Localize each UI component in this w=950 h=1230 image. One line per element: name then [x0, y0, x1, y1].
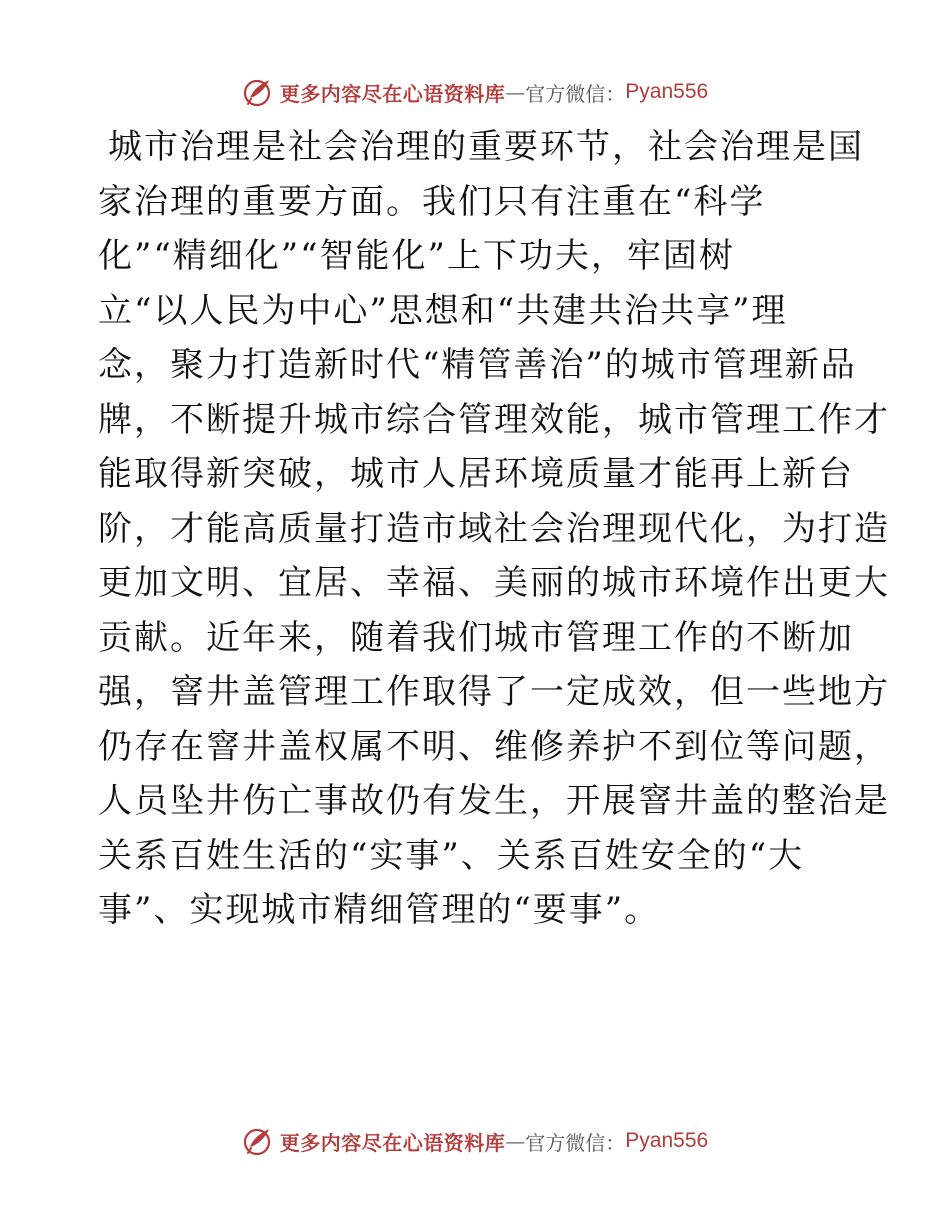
text-line: 事”、实现城市精细管理的“要事”。 — [98, 890, 661, 930]
text-line: 能取得新突破，城市人居环境质量才能再上新台 — [98, 454, 854, 494]
text-line: 人员坠井伤亡事故仍有发生，开展窨井盖的整治是 — [98, 781, 890, 821]
text-line: 念，聚力打造新时代“精管善治”的城市管理新品 — [98, 345, 857, 385]
text-line: 家治理的重要方面。我们只有注重在“科学 — [98, 181, 766, 222]
quill-logo-icon — [242, 76, 274, 108]
watermark-dash: — — [505, 80, 526, 104]
footer-watermark — [0, 1121, 950, 1161]
watermark-dash: — — [505, 1129, 526, 1153]
watermark-id: Pyan556 — [625, 1129, 709, 1152]
text-line: 牌，不断提升城市综合管理效能，城市管理工作才 — [98, 399, 890, 440]
text-line: 城市治理是社会治理的重要环节，社会治理是国 — [108, 127, 864, 167]
watermark-label: 官方微信： — [525, 81, 626, 106]
text-line: 贡献。近年来，随着我们城市管理工作的不断加 — [98, 617, 854, 658]
text-line: 阶，才能高质量打造市域社会治理现代化，为打造 — [98, 508, 890, 549]
body-paragraph — [98, 120, 890, 938]
quill-logo-icon — [242, 1125, 274, 1157]
text-line: 仍存在窨井盖权属不明、维修养护不到位等问题， — [98, 726, 890, 767]
watermark-label: 官方微信： — [525, 1130, 626, 1155]
text-line: 立“以人民为中心”思想和“共建共治共享”理 — [98, 290, 788, 331]
text-line: 关系百姓生活的“实事”、关系百姓安全的“大 — [98, 835, 805, 876]
header-watermark — [0, 72, 950, 112]
text-line: 更加文明、宜居、幸福、美丽的城市环境作出更大 — [98, 563, 890, 603]
text-line: 强，窨井盖管理工作取得了一定成效，但一些地方 — [98, 672, 890, 712]
text-line: 化”“精细化”“智能化”上下功夫，牢固树 — [98, 236, 735, 276]
watermark-text: 更多内容尽在心语资料库 — [279, 81, 506, 106]
watermark-text: 更多内容尽在心语资料库 — [279, 1130, 506, 1155]
watermark-id: Pyan556 — [625, 80, 709, 103]
